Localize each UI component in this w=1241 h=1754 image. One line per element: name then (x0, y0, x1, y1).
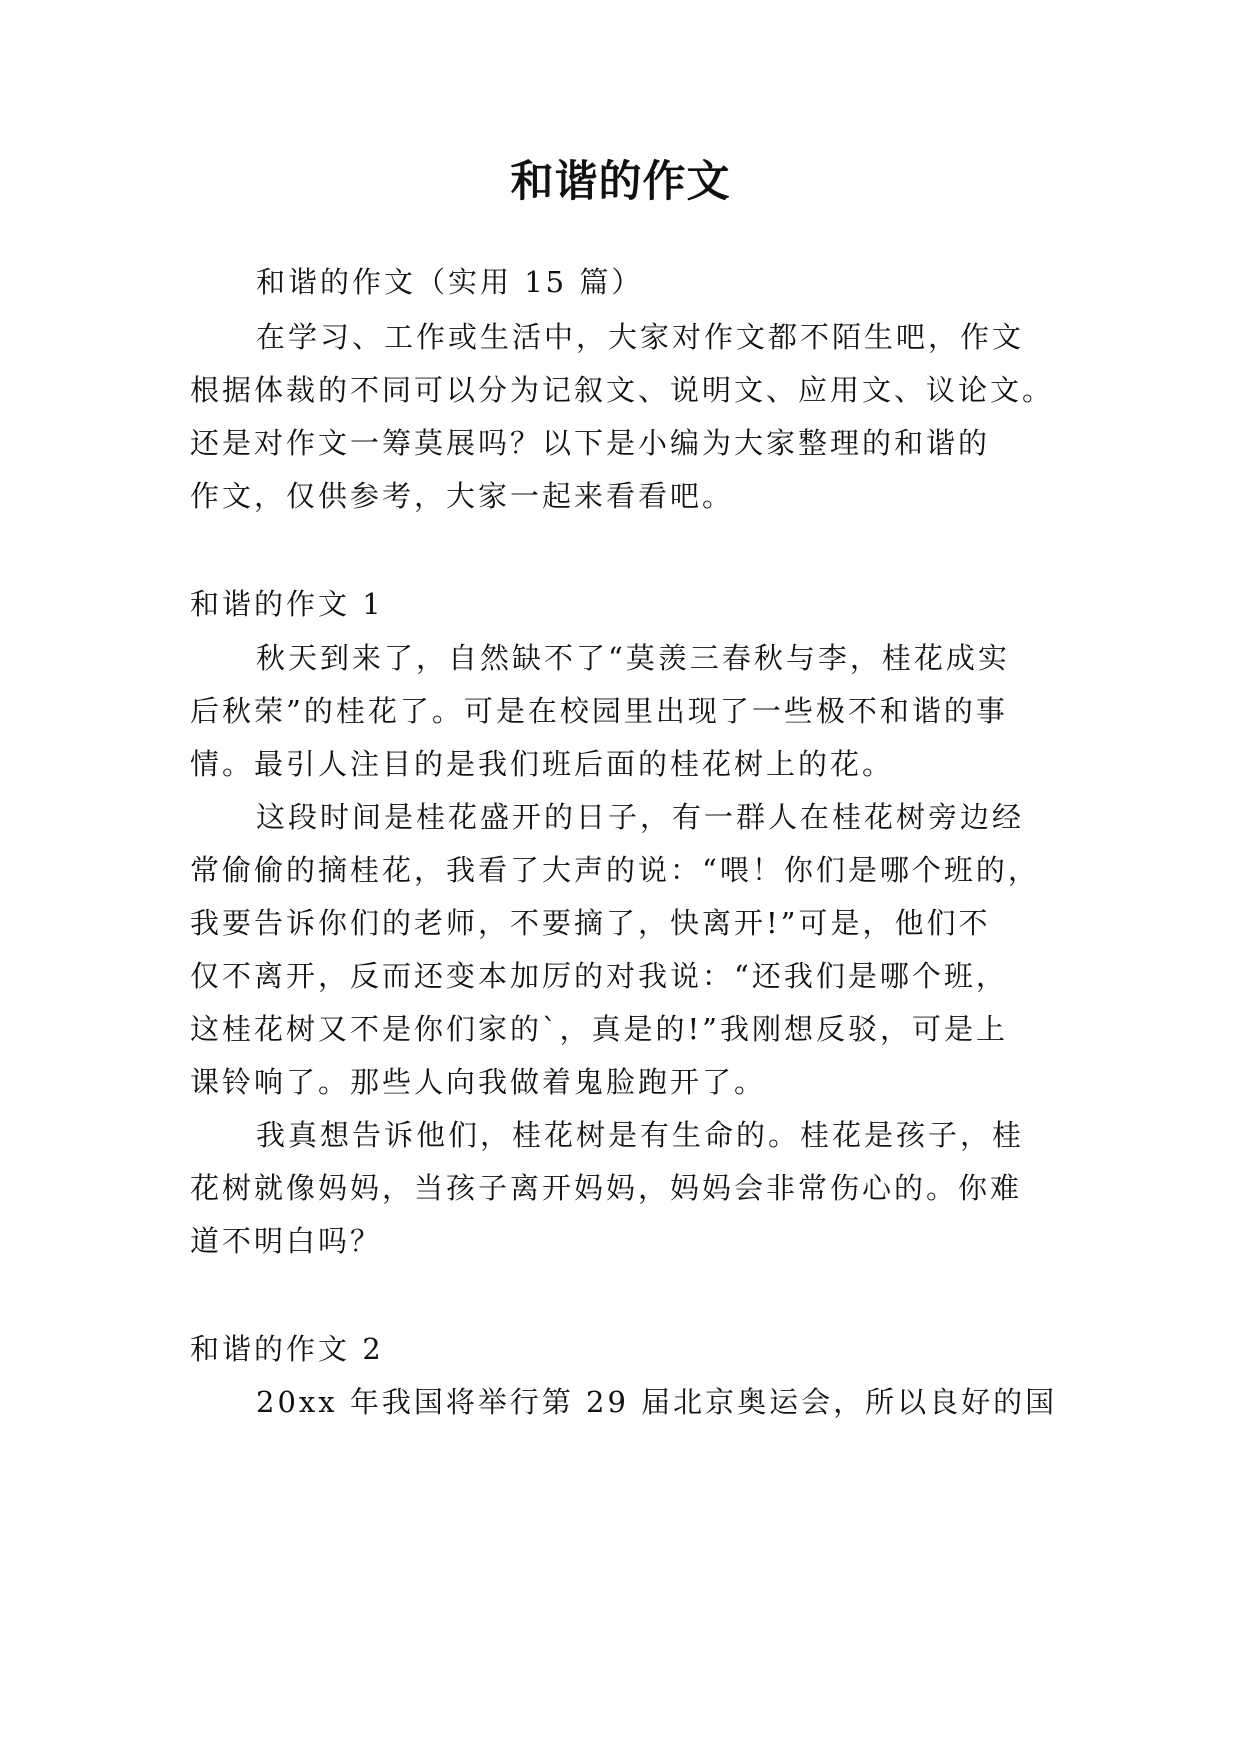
document-title: 和谐的作文 (510, 157, 731, 207)
essay-1-line: 后秋荣”的桂花了。可是在校园里出现了一些极不和谐的事 (190, 694, 1008, 728)
essay-1-line: 道不明白吗？ (190, 1224, 383, 1258)
essay-1-line: 常偷偷的摘桂花，我看了大声的说：“喂！你们是哪个班的， (190, 853, 1040, 887)
essay-1-heading: 和谐的作文 1 (190, 587, 384, 621)
essay-1-line: 我要告诉你们的老师，不要摘了，快离开!”可是，他们不 (190, 906, 991, 940)
essay-1-line: 这桂花树又不是你们家的`，真是的!”我刚想反驳，可是上 (190, 1012, 1008, 1046)
essay-1-line: 我真想告诉他们，桂花树是有生命的。桂花是孩子，桂 (256, 1118, 1025, 1152)
intro-line: 还是对作文一筹莫展吗？以下是小编为大家整理的和谐的 (190, 426, 991, 460)
essay-1-line: 秋天到来了，自然缺不了“莫羡三春秋与李，桂花成实 (256, 641, 1010, 675)
essay-1-line: 仅不离开，反而还变本加厉的对我说：“还我们是哪个班， (190, 959, 1008, 993)
essay-1-line: 这段时间是桂花盛开的日子，有一群人在桂花树旁边经 (256, 800, 1025, 834)
essay-2-line: 20xx 年我国将举行第 29 届北京奥运会，所以良好的国 (256, 1385, 1058, 1419)
intro-line: 作文，仅供参考，大家一起来看看吧。 (190, 479, 735, 513)
intro-line: 在学习、工作或生活中，大家对作文都不陌生吧，作文 (256, 320, 1025, 354)
document-subtitle: 和谐的作文（实用 15 篇） (256, 265, 644, 299)
intro-line: 根据体裁的不同可以分为记叙文、说明文、应用文、议论文。 (190, 373, 1055, 407)
essay-1-line: 情。最引人注目的是我们班后面的桂花树上的花。 (190, 747, 895, 781)
essay-1-line: 课铃响了。那些人向我做着鬼脸跑开了。 (190, 1065, 767, 1099)
essay-1-line: 花树就像妈妈，当孩子离开妈妈，妈妈会非常伤心的。你难 (190, 1171, 1023, 1205)
essay-2-heading: 和谐的作文 2 (190, 1332, 384, 1366)
